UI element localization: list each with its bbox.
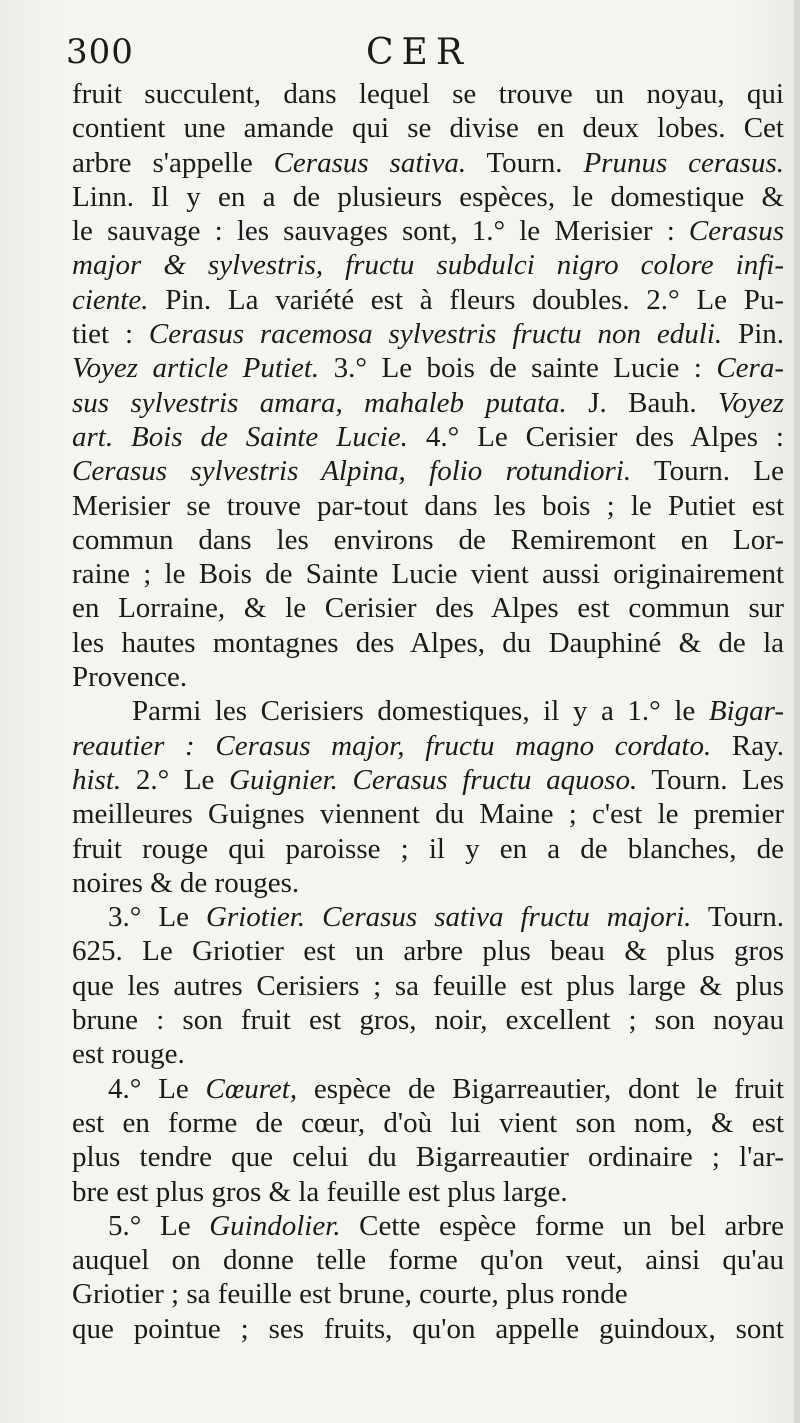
text-segment: fruit succulent, dans lequel se trouve un noyau, qui	[72, 78, 784, 110]
italic-segment: Voyez	[717, 386, 785, 419]
text-line	[72, 1312, 784, 1346]
text-segment: Tourn. Le	[631, 455, 784, 488]
italic-segment: Cerasus sylvestris Alpina, folio rotundiori.	[72, 455, 632, 488]
text-line	[72, 660, 784, 694]
text-segment: Cette espèce forme un bel arbre	[340, 1209, 785, 1242]
text-line	[72, 969, 784, 1003]
text-segment: raine ; le Bois de Sainte Lucie vient aussi originairement	[72, 558, 784, 591]
italic-segment: Voyez article Putiet.	[72, 352, 320, 385]
text-line	[72, 763, 784, 797]
text-line	[72, 900, 784, 934]
text-segment: que les autres Cerisiers ; sa feuille est plus large & plus	[72, 969, 784, 1002]
text-line	[72, 214, 784, 248]
text-segment: Provence.	[72, 661, 188, 694]
text-segment: Pin. La variété est à fleurs doubles. 2.° Le Pu-	[148, 283, 784, 316]
text-line	[72, 729, 784, 763]
text-line	[72, 386, 784, 420]
text-line	[72, 1140, 784, 1174]
text-line	[72, 797, 784, 831]
italic-segment: Cerasus sativa.	[273, 146, 467, 179]
italic-segment: Guindolier.	[209, 1209, 341, 1242]
italic-segment: major & sylvestris, fructu subdulci nigro colore infi-	[72, 249, 784, 282]
text-segment: Linn. Il y en a de plusieurs espèces, le domestique &	[72, 180, 784, 213]
page-header	[66, 32, 486, 76]
text-segment: noires & de rouges.	[72, 866, 300, 899]
text-segment: brune : son fruit est gros, noir, excellent ; son noyau	[72, 1004, 784, 1037]
italic-segment: Prunus cerasus.	[583, 146, 785, 179]
text-line	[72, 934, 784, 968]
text-segment: fruit rouge qui paroisse ; il y en a de blanches, de	[72, 832, 784, 865]
text-line	[72, 626, 784, 660]
page-edge	[794, 0, 800, 1423]
text-line	[72, 111, 784, 145]
text-segment: Griotier ; sa feuille est brune, courte, plus ronde	[72, 1278, 628, 1311]
text-line	[72, 1243, 784, 1277]
italic-segment: Guignier. Cerasus fructu aquoso.	[229, 763, 638, 796]
body-text	[72, 77, 784, 1346]
text-segment: en Lorraine, & le Cerisier des Alpes est commun sur	[72, 592, 784, 625]
text-line	[72, 351, 784, 385]
text-line	[72, 1209, 784, 1243]
text-line	[72, 832, 784, 866]
text-segment: 4.° Le	[108, 1072, 206, 1105]
text-segment: contient une amande qui se divise en deux lobes. Cet	[72, 112, 784, 145]
italic-segment: sus sylvestris amara, mahaleb putata.	[72, 386, 567, 419]
text-line	[72, 420, 784, 454]
italic-segment: reautier : Cerasus major, fructu magno cordato.	[72, 729, 712, 762]
text-segment: est rouge.	[72, 1038, 185, 1071]
text-segment: bre est plus gros & la feuille est plus large.	[72, 1175, 568, 1208]
text-line	[72, 146, 784, 180]
text-segment: Tourn.	[691, 901, 784, 934]
text-line	[72, 248, 784, 282]
italic-segment: Bigar-	[708, 695, 784, 728]
text-segment: plus tendre que celui du Bigarreautier ordinaire ; l'ar-	[72, 1141, 784, 1174]
italic-segment: Cera-	[716, 352, 784, 385]
text-segment: espèce de Bigarreautier, dont le fruit	[297, 1072, 784, 1105]
text-line	[72, 1106, 784, 1140]
italic-segment: Cœuret,	[205, 1072, 298, 1105]
text-segment: 5.° Le	[108, 1209, 210, 1242]
text-segment: Pin.	[722, 318, 785, 351]
text-segment: Parmi les Cerisiers domestiques, il y a 1.° le	[132, 695, 709, 728]
text-line	[72, 557, 784, 591]
italic-segment: art. Bois de Sainte Lucie.	[72, 420, 408, 453]
text-segment: que pointue ; ses fruits, qu'on appelle guindoux, sont	[72, 1312, 784, 1345]
text-segment: le sauvage : les sauvages sont, 1.° le Merisier :	[72, 215, 689, 248]
text-line	[72, 317, 784, 351]
text-segment: Ray.	[711, 729, 784, 762]
text-line	[72, 866, 784, 900]
text-segment: 3.° Le	[108, 901, 206, 934]
text-segment: commun dans les environs de Remiremont en Lor-	[72, 523, 784, 556]
text-line	[72, 77, 784, 111]
text-line	[72, 694, 784, 728]
text-line	[72, 1175, 784, 1209]
text-segment: 3.° Le bois de sainte Lucie :	[319, 352, 717, 385]
text-segment: Tourn.	[466, 146, 584, 179]
text-line	[72, 591, 784, 625]
text-segment: 4.° Le Cerisier des Alpes :	[407, 420, 784, 453]
running-head: CER	[366, 32, 471, 73]
text-line	[72, 454, 784, 488]
page-number: 300	[66, 32, 134, 72]
text-segment: tiet :	[72, 318, 149, 351]
text-segment: Merisier se trouve par-tout dans les bois ; le Putiet est	[72, 489, 784, 522]
text-segment: auquel on donne telle forme qu'on veut, ainsi qu'au	[72, 1244, 784, 1277]
text-line	[72, 1037, 784, 1071]
text-segment: Tourn. Les	[637, 763, 784, 796]
text-line	[72, 283, 784, 317]
text-segment: arbre s'appelle	[72, 146, 274, 179]
text-segment: est en forme de cœur, d'où lui vient son nom, & est	[72, 1106, 784, 1139]
text-segment: J. Bauh.	[566, 386, 718, 419]
text-segment: 625. Le Griotier est un arbre plus beau & plus gros	[72, 935, 784, 968]
text-line	[72, 1003, 784, 1037]
text-line	[72, 180, 784, 214]
text-line	[72, 1072, 784, 1106]
italic-segment: Cerasus	[688, 215, 784, 248]
text-segment: les hautes montagnes des Alpes, du Dauphiné & de la	[72, 626, 784, 659]
italic-segment: Griotier. Cerasus sativa fructu majori.	[205, 901, 692, 934]
text-line	[72, 523, 784, 557]
text-segment: 2.° Le	[121, 763, 230, 796]
text-line	[72, 489, 784, 523]
italic-segment: hist.	[72, 763, 122, 796]
italic-segment: ciente.	[72, 283, 149, 316]
text-segment: meilleures Guignes viennent du Maine ; c'est le premier	[72, 798, 784, 831]
text-line	[72, 1277, 784, 1311]
italic-segment: Cerasus racemosa sylvestris fructu non eduli.	[148, 318, 723, 351]
